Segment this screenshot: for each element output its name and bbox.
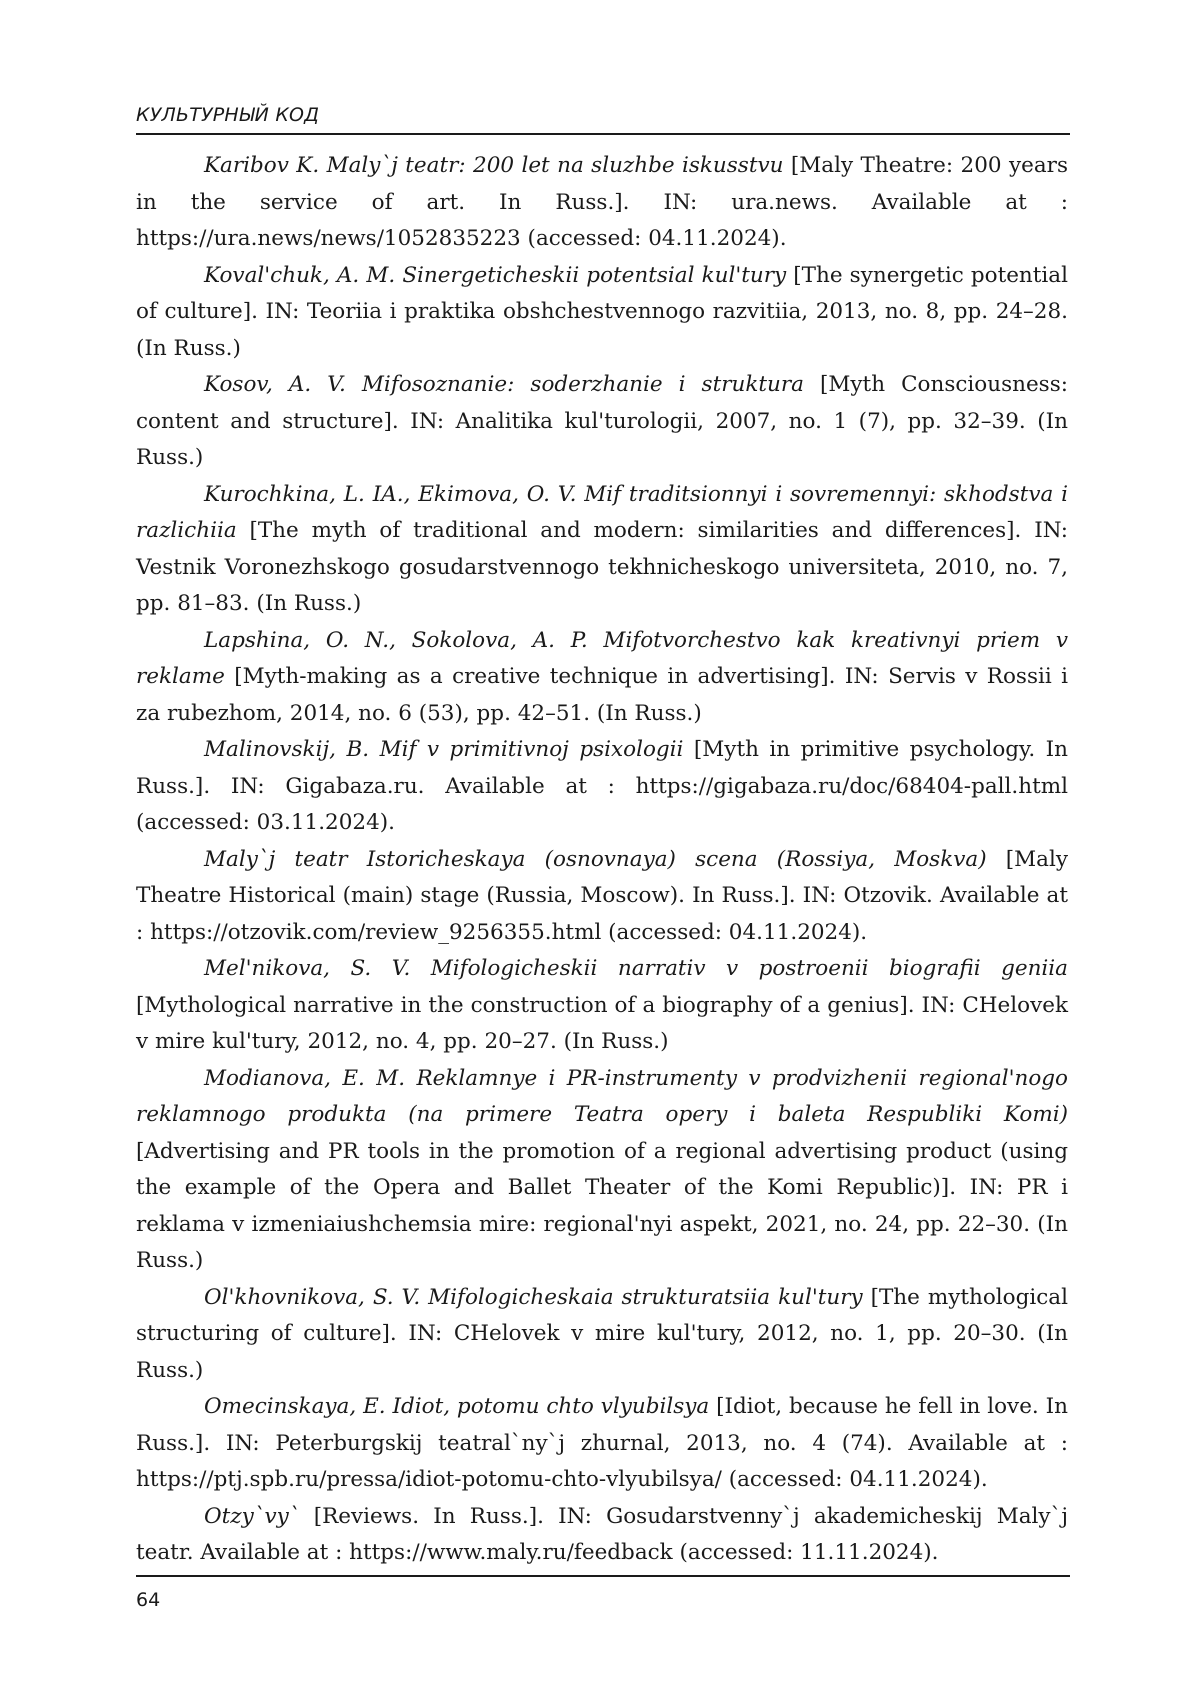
reference-details: [Myth Consciousness: content and structure]. IN: Analitika kul'turologii, 2007, no. 1 (7), pp. 32–39. (In Russ.) xyxy=(136,372,1068,470)
reference-title: Omecinskaya, E. Idiot, potomu chto vlyubilsya xyxy=(204,1394,710,1419)
reference-title: Malinovskij, B. Mif v primitivnoj psixologii xyxy=(204,737,684,762)
footer-rule xyxy=(136,1575,1070,1577)
reference-entry xyxy=(136,1280,1068,1390)
page-number: 64 xyxy=(136,1589,161,1611)
reference-details: [Mythological narrative in the construction of a biography of a genius]. IN: CHelovek v mire kul'tury, 2012, no. 4, pp. 20–27. (In Russ.) xyxy=(136,992,1068,1054)
reference-details: [The mythological structuring of culture]. IN: CHelovek v mire kul'tury, 2012, no. 1, pp. 20–30. (In Russ.) xyxy=(136,1284,1068,1383)
reference-list xyxy=(136,148,1068,1572)
reference-details: [Advertising and PR tools in the promotion of a regional advertising product (using the example of the Opera and Ballet Theater of the Komi Republic)]. IN: PR i reklama v izmeniaiushchemsia mire: regional'nyi aspekt, 2021, no. 24, pp. 22–30. (In Russ.) xyxy=(136,1138,1068,1273)
reference-title: Kosov, A. V. Mifosoznanie: soderzhanie i struktura xyxy=(204,372,804,397)
reference-entry xyxy=(136,951,1068,1061)
running-head: КУЛЬТУРНЫЙ КОД xyxy=(136,104,320,126)
reference-entry xyxy=(136,842,1068,952)
header-rule xyxy=(136,133,1070,135)
reference-details: [The myth of traditional and modern: similarities and differences]. IN: Vestnik Voronezhskogo gosudarstvennogo tekhnicheskogo universiteta, 2010, no. 7, pp. 81–83. (In Russ.) xyxy=(136,518,1068,616)
reference-entry xyxy=(136,148,1068,258)
reference-details: [Myth in primitive psychology. In Russ.]. IN: Gigabaza.ru. Available at : https://gigabaza.ru/doc/68404-pall.html (accessed: 03.11.2024). xyxy=(136,737,1068,835)
reference-entry xyxy=(136,732,1068,842)
reference-entry xyxy=(136,258,1068,368)
reference-title: Modianova, E. M. Reklamnye i PR-instrumenty v prodvizhenii regional'nogo reklamnogo produkta (na primere Teatra opery i baleta Respubliki Komi) xyxy=(136,1065,1068,1127)
reference-details: [The synergetic potential of culture]. IN: Teoriia i praktika obshchestvennogo razvitiia, 2013, no. 8, pp. 24–28. (In Russ.) xyxy=(136,262,1068,361)
reference-title: Koval'chuk, A. M. Sinergeticheskii potentsial kul'tury xyxy=(204,262,787,288)
reference-details: [Idiot, because he fell in love. In Russ.]. IN: Peterburgskij teatral`ny`j zhurnal, 2013, no. 4 (74). Available at : https://ptj.spb.ru/pressa/idiot-potomu-chto-vlyubilsya/ (accessed: 04.11.2024). xyxy=(136,1394,1068,1492)
reference-title: Otzy`vy` xyxy=(204,1503,300,1529)
reference-title: Mel'nikova, S. V. Mifologicheskii narrativ v postroenii biografii geniia xyxy=(204,956,1068,981)
reference-details: [Myth-making as a creative technique in advertising]. IN: Servis v Rossii i za rubezhom, 2014, no. 6 (53), pp. 42–51. (In Russ.) xyxy=(136,664,1068,726)
reference-details: [Maly Theatre: 200 years in the service of art. In Russ.]. IN: ura.news. Available at : https://ura.news/news/1052835223 (accessed: 04.11.2024). xyxy=(136,153,1068,251)
reference-title: Lapshina, O. N., Sokolova, A. P. Mifotvorchestvo kak kreativnyi priem v reklame xyxy=(136,627,1068,689)
reference-entry xyxy=(136,1499,1068,1572)
reference-title: Ol'khovnikova, S. V. Mifologicheskaia strukturatsiia kul'tury xyxy=(204,1284,863,1310)
reference-details: [Maly Theatre Historical (main) stage (Russia, Moscow). In Russ.]. IN: Otzovik. Available at : https://otzovik.com/review_9256355.html (accessed: 04.11.2024). xyxy=(136,846,1068,945)
reference-entry xyxy=(136,623,1068,733)
reference-title: Karibov K. Maly`j teatr: 200 let na sluzhbe iskusstvu xyxy=(204,153,784,178)
reference-details: [Reviews. In Russ.]. IN: Gosudarstvenny`j akademicheskij Maly`j teatr. Available at : https://www.maly.ru/feedback (accessed: 11.11.2024). xyxy=(136,1503,1068,1565)
reference-entry xyxy=(136,1389,1068,1499)
reference-title: Kurochkina, L. IA., Ekimova, O. V. Mif traditsionnyi i sovremennyi: skhodstva i razlichiia xyxy=(136,481,1068,543)
reference-title: Maly`j teatr Istoricheskaya (osnovnaya) scena (Rossiya, Moskva) xyxy=(204,846,987,872)
reference-entry xyxy=(136,477,1068,623)
reference-entry xyxy=(136,1061,1068,1280)
reference-entry xyxy=(136,367,1068,477)
